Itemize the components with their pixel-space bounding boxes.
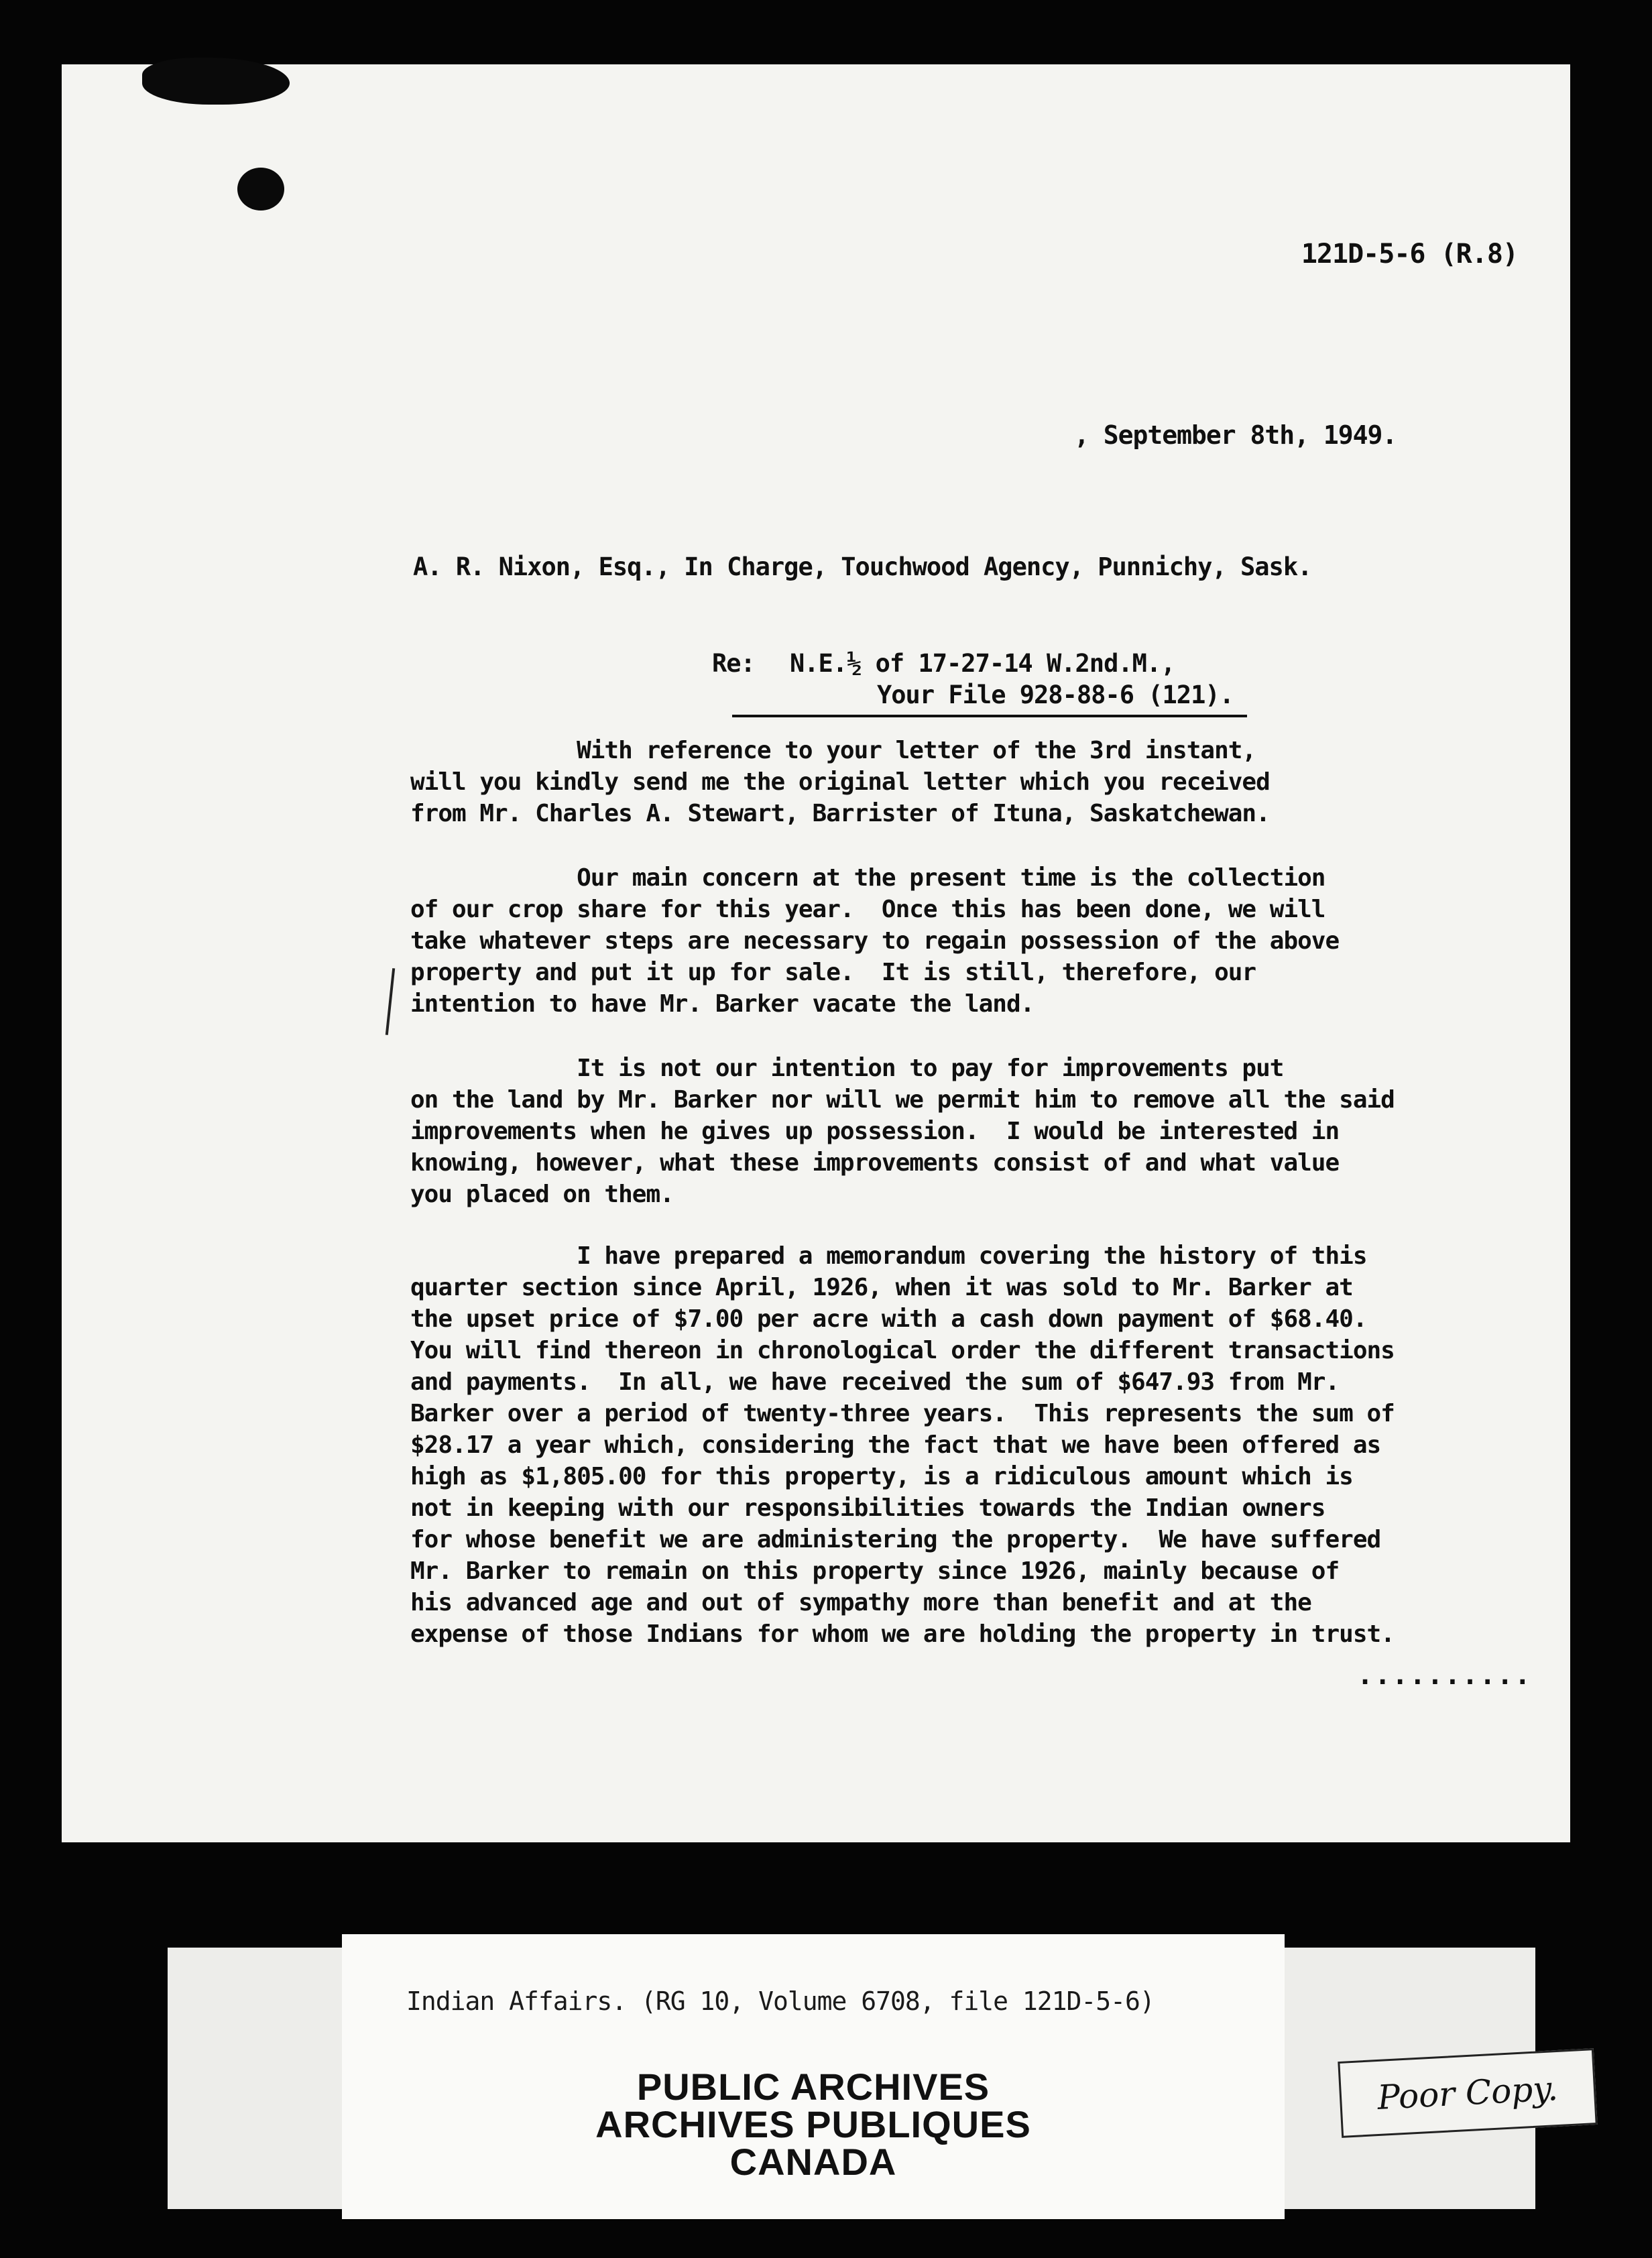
re-subject: N.E.½ of 17-27-14 W.2nd.M., [790, 649, 1175, 678]
letter-page [62, 64, 1570, 1842]
re-label: Re: [712, 649, 755, 678]
archive-stamp [342, 2068, 1285, 2181]
archive-card [342, 1934, 1285, 2219]
letter-date: , September 8th, 1949. [1074, 420, 1397, 450]
paragraph-2: Our main concern at the present time is the collection of our crop share for this year. Once this has been done, we will take whatever steps are necessary to regain possession of the above property and put it up for sale. It is still, therefore, our intention to have Mr. Barker vacate the land. [410, 864, 1340, 1018]
archive-citation: Indian Affairs. (RG 10, Volume 6708, file 121D-5-6) [406, 1986, 1155, 2016]
paragraph-4: I have prepared a memorandum covering the history of this quarter section since April, 1926, when it was sold to Mr. Barker at the upset price of $7.00 per acre with a cash down payment of $68.40. You will find thereon in chronological order the different transactions and payments. In all, we have received the sum of $647.93 from Mr. Barker over a period of twenty-three years. This represents the sum of $28.17 a year which, considering the fact that we have been offered as high as $1,805.00 for this property, is a ridiculous amount which is not in keeping with our responsibilities towards the Indian owners for whose benefit we are administering the property. We have suffered Mr. Barker to remain on this property since 1926, mainly because of his advanced age and out of sympathy more than benefit and at the expense of those Indians for whom we are holding the property in trust. [410, 1242, 1395, 1648]
continuation-dots: .......... [1357, 1660, 1532, 1691]
addressee-line: A. R. Nixon, Esq., In Charge, Touchwood Agency, Punnichy, Sask. [413, 552, 1312, 581]
stamp-line: CANADA [729, 2141, 897, 2183]
paragraph-3: It is not our intention to pay for improvements put on the land by Mr. Barker nor will we permit him to remove all the said improvements when he gives up possession. I would be interested in knowing, however, what these improvements consist of and what value you placed on them. [410, 1055, 1395, 1208]
stamp-line: ARCHIVES PUBLIQUES [595, 2103, 1031, 2145]
file-reference: 121D-5-6 (R.8) [1301, 239, 1518, 270]
re-file-number: Your File 928-88-6 (121). [877, 680, 1234, 709]
poor-copy-label: Poor Copy. [1338, 2048, 1597, 2138]
stamp-line: PUBLIC ARCHIVES [636, 2066, 990, 2108]
ink-blot [142, 58, 290, 105]
subject-underline [732, 715, 1247, 717]
ink-blot [237, 168, 284, 211]
paragraph-1: With reference to your letter of the 3rd instant, will you kindly send me the original letter which you received from Mr. Charles A. Stewart, Barrister of Ituna, Saskatchewan. [410, 737, 1270, 827]
margin-mark [386, 968, 395, 1035]
